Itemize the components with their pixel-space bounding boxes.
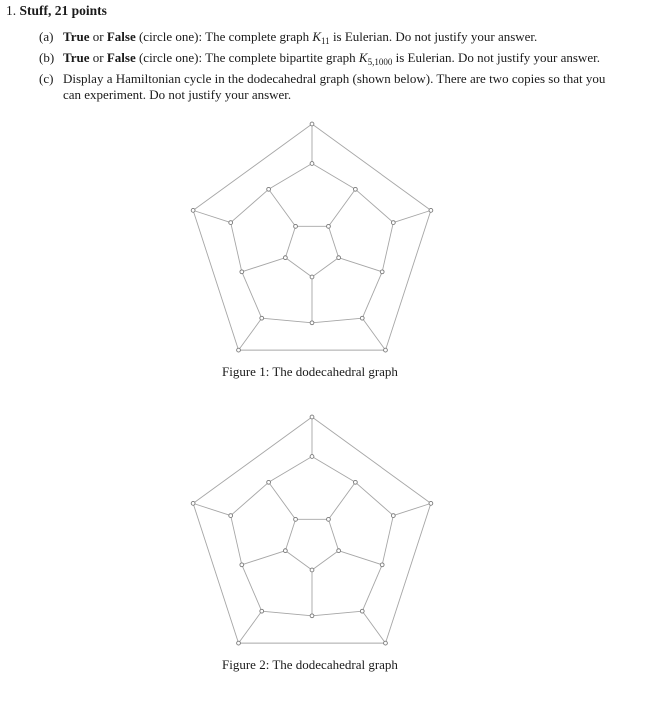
graph-2-edge-n4-m0 <box>269 457 312 483</box>
graph-2-edge-o1-m1 <box>393 503 431 515</box>
graph-2-edge-o1-o2 <box>385 503 430 643</box>
problem-number: 1. <box>6 3 17 18</box>
graph-2-vertex-n2 <box>310 614 314 618</box>
part-b-true: True <box>63 50 90 65</box>
graph-2-vertex-i1 <box>337 549 341 553</box>
graph-2-edge-m1-n1 <box>382 516 393 565</box>
graph-2-vertex-i4 <box>294 517 298 521</box>
graph-2-vertex-o1 <box>429 501 433 505</box>
part-b-label: (b) <box>39 50 55 65</box>
part-a-text-before: (circle one): The complete graph <box>135 29 313 44</box>
part-b-text-before: (circle one): The complete bipartite graph <box>135 50 359 65</box>
part-b-or: or <box>89 50 107 65</box>
graph-2-edge-m3-n3 <box>242 565 262 611</box>
graph-2-edge-m2-n2 <box>312 611 362 616</box>
graph-2-edge-n0-i0 <box>328 482 355 519</box>
graph-2-vertex-m1 <box>391 514 395 518</box>
graph-2-edge-o4-m4 <box>193 503 231 515</box>
graph-2-edge-i1-i2 <box>312 551 339 570</box>
part-a-math-sub: 11 <box>321 36 330 46</box>
part-a-text-after: is Eulerian. Do not justify your answer. <box>329 29 538 44</box>
graph-2-edge-n1-i1 <box>339 551 383 565</box>
graph-2-edge-i3-i4 <box>285 519 295 550</box>
graph-2-vertex-m2 <box>360 609 364 613</box>
graph-2-edge-n4-i4 <box>269 482 296 519</box>
graph-2-edge-n2-m3 <box>262 611 312 616</box>
graph-2-vertex-m4 <box>229 514 233 518</box>
graph-2-vertex-m3 <box>260 609 264 613</box>
graph-2-vertex-i2 <box>310 568 314 572</box>
part-a-false: False <box>106 29 136 44</box>
graph-2-edge-n0-m1 <box>355 482 393 515</box>
graph-2-vertex-o0 <box>310 415 314 419</box>
graph-2-edge-o3-o4 <box>193 503 238 643</box>
graph-2-vertex-m0 <box>310 455 314 459</box>
graph-2-edge-n3-i3 <box>242 551 286 565</box>
graph-2-edge-o2-m2 <box>362 611 385 643</box>
graph-2-edge-m4-n4 <box>231 482 269 515</box>
part-c-line2: can experiment. Do not justify your answer. <box>63 87 292 102</box>
graph-2-vertex-o3 <box>237 641 241 645</box>
graph-2-edge-n3-m4 <box>231 516 242 565</box>
part-a-math-k: K <box>312 29 322 44</box>
graph-2-vertex-n1 <box>380 563 384 567</box>
graph-2-vertex-n4 <box>267 480 271 484</box>
part-c-line1: Display a Hamiltonian cycle in the dodecahedral graph (shown below). There are two copies so that you <box>63 71 606 86</box>
part-b-math-sub: 5,1000 <box>367 57 393 67</box>
figure-2-caption: Figure 2: The dodecahedral graph <box>222 657 398 672</box>
figure-1-caption: Figure 1: The dodecahedral graph <box>222 364 398 379</box>
graph-2-vertex-i0 <box>327 517 331 521</box>
graph-2-edge-o4-o0 <box>193 417 312 503</box>
part-b-text-after: is Eulerian. Do not justify your answer. <box>392 50 600 65</box>
graph-2-vertex-n0 <box>353 480 357 484</box>
graph-2-edge-n1-m2 <box>362 565 382 611</box>
graph-2-edge-m0-n0 <box>312 457 355 483</box>
part-c-label: (c) <box>39 71 54 86</box>
graph-2-edge-o3-m3 <box>239 611 262 643</box>
graph-2-vertex-i3 <box>283 549 287 553</box>
part-b-math-k: K <box>358 50 368 65</box>
graph-2-edge-i0-i1 <box>328 519 338 550</box>
part-b-false: False <box>106 50 136 65</box>
part-a-true: True <box>63 29 90 44</box>
problem-title: Stuff, 21 points <box>19 3 107 18</box>
graph-2-vertex-o4 <box>191 501 195 505</box>
graph-2-vertex-o2 <box>384 641 388 645</box>
graph-2-edge-i2-i3 <box>285 551 312 570</box>
part-a-label: (a) <box>39 29 54 44</box>
graph-2-vertex-n3 <box>240 563 244 567</box>
graph-2-edge-o0-o1 <box>312 417 431 503</box>
part-a-or: or <box>89 29 107 44</box>
